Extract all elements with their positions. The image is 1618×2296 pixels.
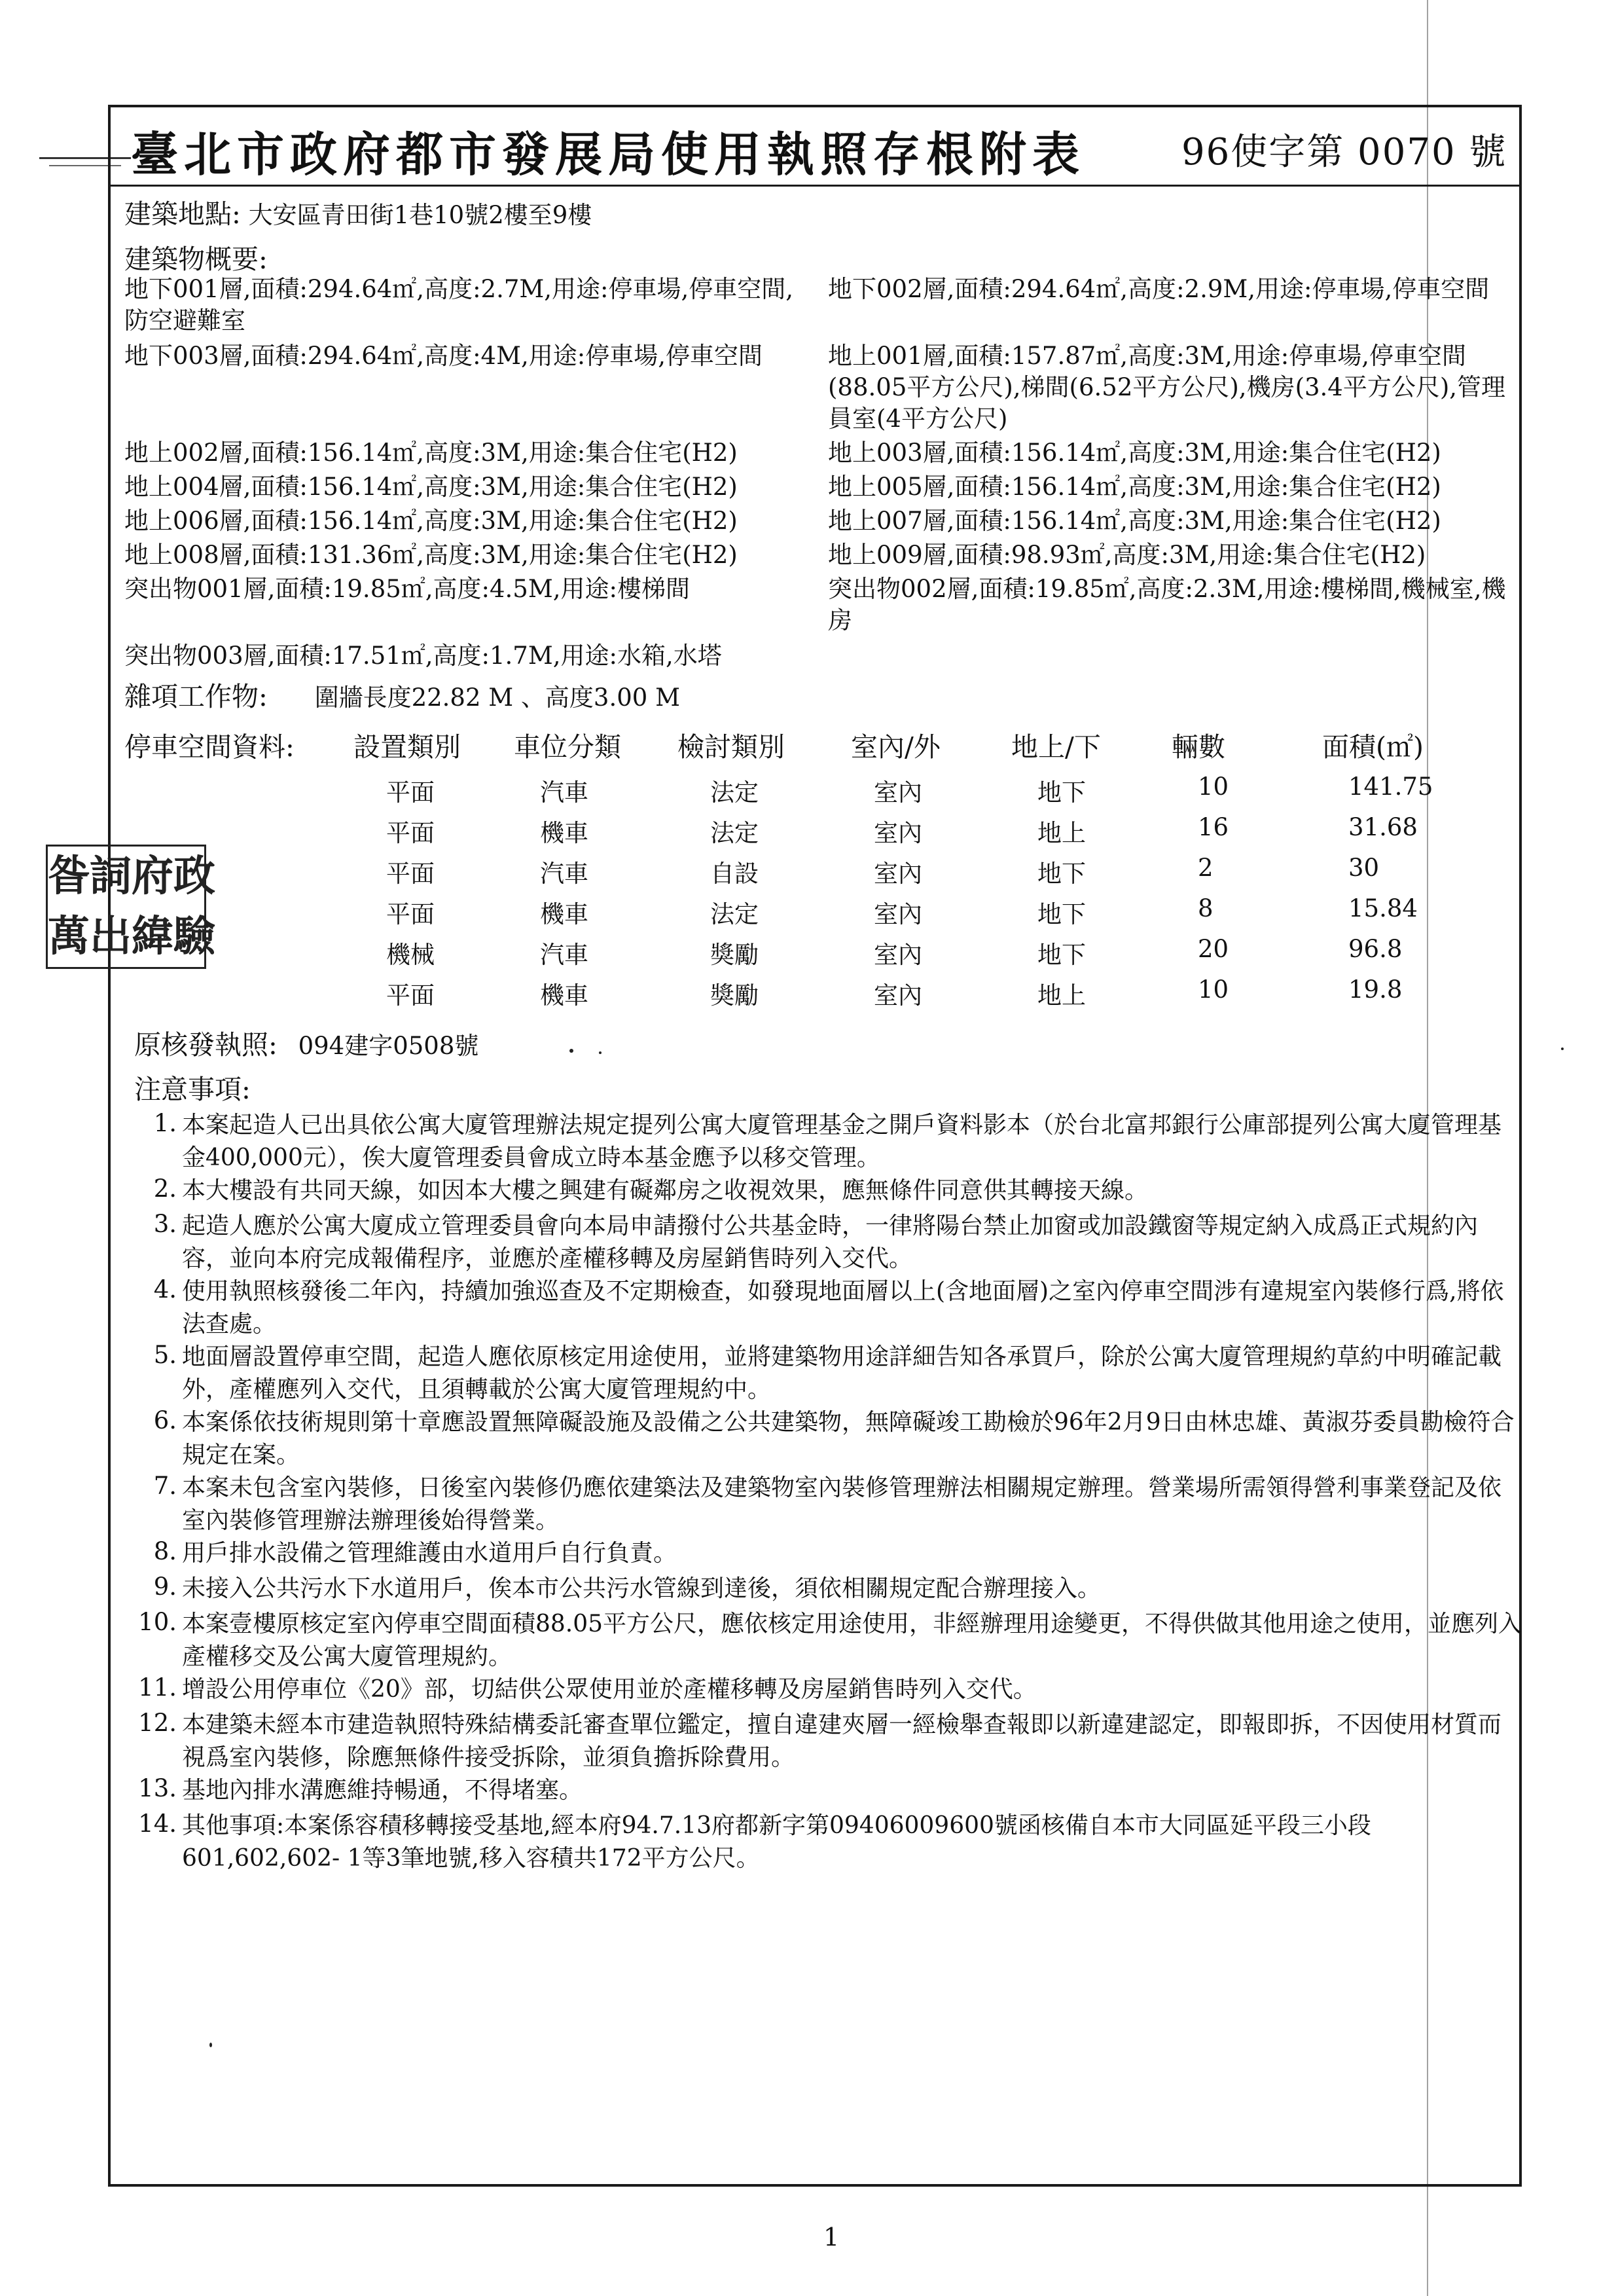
parking-label: 停車空間資料: [124, 731, 295, 763]
parking-cell: 141.75 [1348, 773, 1433, 801]
parking-cell: 平面 [386, 981, 435, 1010]
parking-cell: 平面 [386, 860, 435, 888]
note-number: 8. [153, 1537, 177, 1565]
note-number: 5. [153, 1341, 177, 1369]
note-text: 用戶排水設備之管理維護由水道用戶自行負責。 [182, 1540, 677, 1567]
overview-right-item: 地上001層,面積:157.87㎡,高度:3M,用途:停車場,停車空間(88.05平方公尺),梯間(6.52平方公尺),機房(3.4平方公尺),管理員室(4平方公尺) [828, 342, 1506, 433]
note-text: 本大樓設有共同天線，如因本大樓之興建有礙鄰房之收視效果，應無條件同意供其轉接天線。 [182, 1177, 1149, 1204]
document-number: 96使字第 0070 號 [1181, 131, 1507, 173]
misc-row [124, 681, 680, 714]
note-text: 本案壹樓原核定室內停車空間面積88.05平方公尺，應依核定用途使用，非經辦理用途變更，不得供做其他用途之使用，並應列入產權移交及公寓大廈管理規約。 [182, 1611, 1522, 1670]
note-text: 本案未包含室內裝修，日後室內裝修仍應依建築法及建築物室內裝修管理辦法相關規定辦理。營業場所需領得營利事業登記及依室內裝修管理辦法辦理後始得營業。 [182, 1474, 1502, 1534]
overview-right-item: 地上005層,面積:156.14㎡,高度:3M,用途:集合住宅(H2) [828, 473, 1441, 501]
parking-cell: 室內 [874, 860, 922, 888]
notes-label: 注意事項: [134, 1074, 251, 1105]
overview-right-item: 地上007層,面積:156.14㎡,高度:3M,用途:集合住宅(H2) [828, 507, 1441, 535]
parking-cell: 法定 [710, 900, 759, 928]
parking-cell: 自設 [710, 860, 759, 888]
parking-cell: 96.8 [1348, 935, 1403, 963]
parking-cell: 機車 [540, 900, 588, 928]
parking-cell: 地下 [1037, 900, 1086, 928]
parking-cell: 20 [1198, 935, 1229, 963]
parking-cell: 地上 [1037, 819, 1086, 847]
page-number: 1 [823, 2223, 840, 2251]
seal-char: 出 [90, 912, 132, 961]
parking-cell: 10 [1198, 975, 1229, 1004]
note-number: 13. [138, 1774, 177, 1802]
site-value: 大安區青田街1巷10號2樓至9樓 [248, 201, 592, 229]
parking-cell: 機械 [386, 941, 435, 969]
parking-cell: 8 [1198, 894, 1214, 922]
overview-label: 建築物概要: [124, 244, 268, 275]
note-text: 地面層設置停車空間，起造人應依原核定用途使用，並將建築物用途詳細告知各承買戶，除於公寓大廈管理規約草約中明確記載外，產權應列入交代，且須轉載於公寓大廈管理規約中。 [182, 1343, 1502, 1403]
parking-cell: 法定 [710, 778, 759, 807]
parking-cell: 法定 [710, 819, 759, 847]
overview-left-item: 地上006層,面積:156.14㎡,高度:3M,用途:集合住宅(H2) [124, 507, 738, 535]
parking-cell: 室內 [874, 981, 922, 1010]
note-number: 10. [138, 1608, 177, 1636]
seal-char: 詞 [90, 852, 132, 901]
scan-speck [1561, 1048, 1564, 1050]
note-number: 11. [138, 1673, 177, 1702]
note-text: 起造人應於公寓大廈成立管理委員會向本局申請撥付公共基金時，一律將陽台禁止加窗或加設鐵窗等規定納入成爲正式規約內容，並向本府完成報備程序，並應於產權移轉及房屋銷售時列入交代。 [182, 1212, 1479, 1272]
note-number: 2. [153, 1175, 177, 1203]
parking-cell: 室內 [874, 900, 922, 928]
overview-right-item: 地下002層,面積:294.64㎡,高度:2.9M,用途:停車場,停車空間 [828, 275, 1490, 303]
scan-speck [569, 1049, 573, 1053]
note-text: 其他事項:本案係容積移轉接受基地,經本府94.7.13府都新字第09406009600號函核備自本市大同區延平段三小段601,602,602- 1等3筆地號,移入容積共172平方公尺。 [182, 1812, 1371, 1872]
overview-left-item: 地下001層,面積:294.64㎡,高度:2.7M,用途:停車場,停車空間,防空避難室 [124, 275, 794, 335]
parking-cell: 地下 [1037, 778, 1086, 807]
note-text: 基地內排水溝應維持暢通，不得堵塞。 [182, 1777, 583, 1804]
parking-header: 輛數 [1172, 731, 1225, 763]
parking-cell: 地下 [1037, 860, 1086, 888]
note-number: 9. [153, 1573, 177, 1601]
seal-char: 緯 [132, 912, 173, 961]
parking-header: 檢討類別 [677, 731, 785, 763]
parking-cell: 汽車 [540, 778, 588, 807]
parking-cell: 室內 [874, 778, 922, 807]
overview-right-item: 地上003層,面積:156.14㎡,高度:3M,用途:集合住宅(H2) [828, 439, 1441, 467]
note-text: 本建築未經本市建造執照特殊結構委託審查單位鑑定，擅自違建夾層一經檢舉查報即以新違建認定，即報即拆，不因使用材質而視爲室內裝修，除應無條件接受拆除，並須負擔拆除費用。 [182, 1711, 1502, 1771]
note-text: 未接入公共污水下水道用戶，俟本市公共污水管線到達後，須依相關規定配合辦理接入。 [182, 1575, 1102, 1602]
note-text: 增設公用停車位《20》部，切結供公眾使用並於產權移轉及房屋銷售時列入交代。 [182, 1676, 1037, 1703]
seal-char: 昝 [48, 852, 90, 901]
site-row [124, 198, 592, 231]
parking-cell: 汽車 [540, 941, 588, 969]
seal-char: 驗 [173, 912, 215, 961]
parking-cell: 平面 [386, 778, 435, 807]
parking-cell: 地上 [1037, 981, 1086, 1010]
original-license-label: 原核發執照: [134, 1029, 278, 1061]
parking-header: 設置類別 [353, 731, 461, 763]
parking-header: 車位分類 [514, 731, 621, 763]
scan-speck [209, 2043, 212, 2047]
parking-cell: 室內 [874, 819, 922, 847]
parking-cell: 機車 [540, 819, 588, 847]
scan-speck [599, 1051, 602, 1054]
overview-right-item: 突出物002層,面積:19.85㎡,高度:2.3M,用途:樓梯間,機械室,機房 [828, 575, 1506, 634]
parking-header: 面積(㎡) [1322, 731, 1424, 763]
note-number: 12. [138, 1709, 177, 1737]
parking-cell: 平面 [386, 900, 435, 928]
parking-cell: 31.68 [1348, 813, 1418, 841]
note-number: 7. [153, 1472, 177, 1500]
misc-label: 雜項工作物: [124, 681, 268, 712]
parking-header: 地上/下 [1011, 731, 1101, 763]
parking-cell: 汽車 [540, 860, 588, 888]
parking-header: 室內/外 [851, 731, 941, 763]
overview-right-item: 地上009層,面積:98.93㎡,高度:3M,用途:集合住宅(H2) [828, 541, 1426, 569]
overview-left-item: 地上002層,面積:156.14㎡,高度:3M,用途:集合住宅(H2) [124, 439, 738, 467]
document-title: 臺北市政府都市發展局使用執照存根附表 [131, 126, 1086, 182]
note-number: 4. [153, 1275, 177, 1303]
parking-cell: 19.8 [1348, 975, 1403, 1004]
overview-left-item: 地下003層,面積:294.64㎡,高度:4M,用途:停車場,停車空間 [124, 342, 763, 370]
note-number: 3. [153, 1210, 177, 1238]
parking-cell: 平面 [386, 819, 435, 847]
seal-char: 府 [132, 852, 173, 901]
seal-char: 萬 [48, 912, 90, 961]
note-text: 使用執照核發後二年內，持續加強巡查及不定期檢查，如發現地面層以上(含地面層)之室內停車空間涉有違規室內裝修行爲,將依法查處。 [182, 1278, 1504, 1338]
seal-char: 政 [173, 852, 215, 901]
parking-cell: 10 [1198, 773, 1229, 801]
parking-cell: 2 [1198, 854, 1214, 882]
note-text: 本案起造人已出具依公寓大廈管理辦法規定提列公寓大廈管理基金之開戶資料影本（於台北富邦銀行公庫部提列公寓大廈管理基金400,000元），俟大廈管理委員會成立時本基金應予以移交管理。 [182, 1112, 1502, 1171]
site-label: 建築地點: [124, 198, 241, 230]
parking-cell: 16 [1198, 813, 1229, 841]
parking-cell: 獎勵 [710, 981, 759, 1010]
parking-cell: 15.84 [1348, 894, 1418, 922]
parking-cell: 機車 [540, 981, 588, 1010]
misc-value: 圍牆長度22.82 M 、高度3.00 M [314, 683, 680, 712]
overview-left-item: 地上004層,面積:156.14㎡,高度:3M,用途:集合住宅(H2) [124, 473, 738, 501]
note-number: 14. [138, 1810, 177, 1838]
note-number: 1. [153, 1109, 177, 1137]
original-license-value: 094建字0508號 [298, 1032, 479, 1060]
parking-cell: 30 [1348, 854, 1380, 882]
overview-left-item: 地上008層,面積:131.36㎡,高度:3M,用途:集合住宅(H2) [124, 541, 738, 569]
note-text: 本案係依技術規則第十章應設置無障礙設施及設備之公共建築物，無障礙竣工勘檢於96年2月9日由林忠雄、黃淑芬委員勘檢符合規定在案。 [182, 1409, 1515, 1468]
note-number: 6. [153, 1406, 177, 1434]
parking-cell: 地下 [1037, 941, 1086, 969]
header-divider [108, 185, 1522, 187]
parking-cell: 獎勵 [710, 941, 759, 969]
parking-cell: 室內 [874, 941, 922, 969]
overview-left-item: 突出物001層,面積:19.85㎡,高度:4.5M,用途:樓梯間 [124, 575, 690, 603]
overview-left-item: 突出物003層,面積:17.51㎡,高度:1.7M,用途:水箱,水塔 [124, 642, 722, 670]
official-seal [46, 845, 215, 969]
original-license-row [134, 1029, 478, 1062]
